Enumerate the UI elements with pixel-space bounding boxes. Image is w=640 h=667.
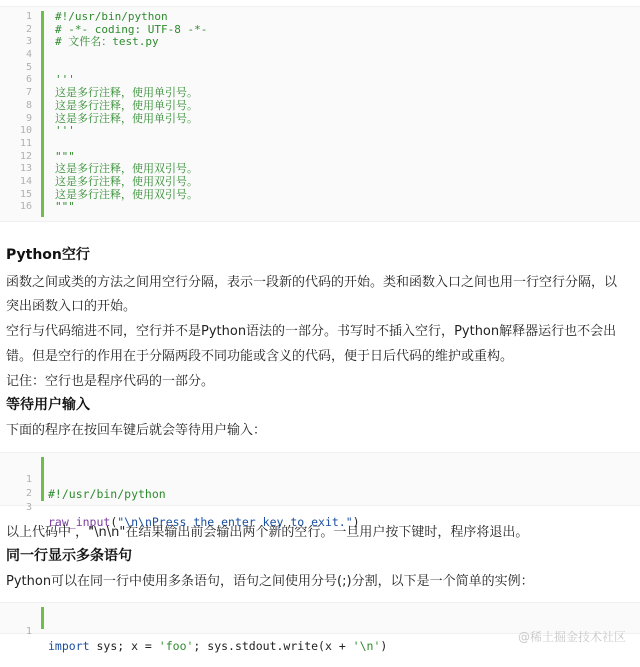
code-line xyxy=(0,87,640,100)
line-number: 4 xyxy=(25,49,32,61)
heading-blank-lines: Python空行 xyxy=(6,247,90,263)
code-paren: ) xyxy=(352,515,360,529)
code-text: 这是多行注释，使用双引号。 xyxy=(55,162,198,176)
line-number: 15 xyxy=(19,188,32,200)
code-plain: sys; x = xyxy=(89,639,159,653)
line-number: 2 xyxy=(25,23,32,35)
line-number: 5 xyxy=(25,61,32,73)
code-string: 'foo' xyxy=(158,639,194,653)
paragraph-3: 记住：空行也是程序代码的一部分。 xyxy=(6,374,215,389)
code-text: ''' xyxy=(55,73,75,87)
code-string: "\n\nPress the enter key to exit." xyxy=(117,515,353,529)
line-number: 14 xyxy=(19,175,32,187)
code-line xyxy=(0,189,640,202)
code-function: raw_input xyxy=(48,515,111,529)
code-line xyxy=(0,138,640,151)
code-text: ''' xyxy=(55,124,75,138)
code-block-raw-input xyxy=(0,452,640,529)
line-number: 8 xyxy=(25,99,32,111)
code-line xyxy=(0,49,640,62)
line-number: 2 xyxy=(25,488,32,499)
code-text: """ xyxy=(55,200,75,214)
line-number: 11 xyxy=(19,137,32,149)
code-text: # 文件名：test.py xyxy=(55,35,159,49)
paragraph-1-line-2: 突出函数入口的开始。 xyxy=(6,299,137,314)
code-text: 这是多行注释，使用双引号。 xyxy=(55,174,198,188)
code-line xyxy=(0,176,640,189)
code-keyword: import xyxy=(48,639,90,653)
code-text: #!/usr/bin/python xyxy=(55,10,168,23)
paragraph-1-line-1: 函数之间或类的方法之间用空行分隔，表示一段新的代码的开始。类和函数入口之间也用一行空行分隔，以 xyxy=(6,275,618,290)
code-line xyxy=(0,459,640,501)
line-number: 7 xyxy=(25,87,32,99)
line-number: 1 xyxy=(25,11,32,22)
line-number: 10 xyxy=(19,125,32,137)
code-block-comments xyxy=(0,6,640,222)
code-line xyxy=(0,11,640,24)
paragraph-2-line-1: 空行与代码缩进不同，空行并不是Python语法的一部分。书写时不插入空行，Python解释器运行也不会出 xyxy=(6,324,617,339)
code-line xyxy=(0,62,640,75)
line-number: 12 xyxy=(19,150,32,162)
line-number: 16 xyxy=(19,201,32,213)
code-paren: ( xyxy=(110,515,118,529)
paragraph-2-line-2: 错。但是空行的作用在于分隔两段不同功能或含义的代码，便于日后代码的维护或重构。 xyxy=(6,349,514,364)
code-text: #!/usr/bin/python xyxy=(48,487,166,501)
heading-user-input: 等待用户输入 xyxy=(6,397,90,413)
code-text xyxy=(48,639,387,653)
user-input-intro: 下面的程序在按回车键后就会等待用户输入： xyxy=(6,423,267,438)
code-text: 这是多行注释，使用双引号。 xyxy=(55,187,198,201)
code-line xyxy=(0,487,640,529)
code-line xyxy=(0,201,640,214)
watermark: @稀土掘金技术社区 xyxy=(517,630,626,644)
line-number: 3 xyxy=(25,36,32,48)
code-plain: ; sys.stdout.write(x + xyxy=(193,639,353,653)
line-number: 1 xyxy=(25,626,32,637)
line-number: 9 xyxy=(25,112,32,124)
code-text: 这是多行注释，使用单引号。 xyxy=(55,111,198,125)
line-number: 3 xyxy=(25,502,32,513)
code-text: 这是多行注释，使用单引号。 xyxy=(55,98,198,112)
line-number: 6 xyxy=(25,74,32,86)
code-plain: ) xyxy=(380,639,388,653)
line-number: 1 xyxy=(25,474,32,485)
code-string: '\n' xyxy=(352,639,381,653)
multi-statements-intro: Python可以在同一行中使用多条语句，语句之间使用分号(;)分割，以下是一个简单的实例： xyxy=(6,574,534,589)
code-line xyxy=(0,100,640,113)
code-line xyxy=(0,113,640,126)
code-line xyxy=(0,125,640,138)
code-line xyxy=(0,36,640,49)
line-number: 13 xyxy=(19,163,32,175)
heading-multi-statements: 同一行显示多条语句 xyxy=(6,548,132,564)
code-text: # -*- coding: UTF-8 -*- xyxy=(55,22,208,36)
code-text: 这是多行注释，使用单引号。 xyxy=(55,86,198,100)
user-input-explanation: 以上代码中 ，"\n\n"在结果输出前会输出两个新的空行。一旦用户按下键时，程序将退出。 xyxy=(6,525,529,540)
code-text: """ xyxy=(55,149,75,163)
